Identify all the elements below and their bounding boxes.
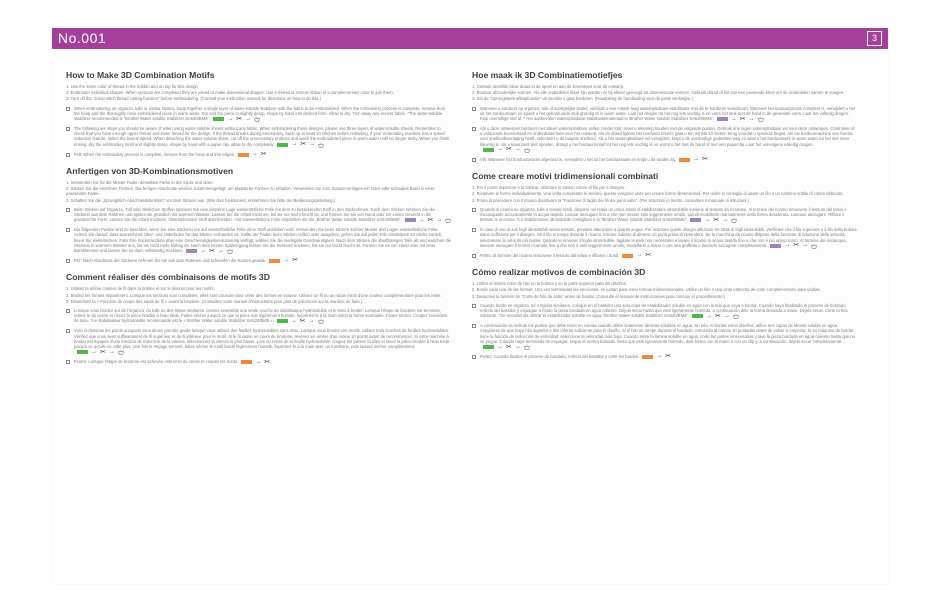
note-item [66, 106, 452, 122]
section-come-creare-motivi-tridimensionali-combi [472, 171, 858, 258]
arrow-right-icon: → [309, 141, 316, 148]
process-icons [483, 147, 530, 153]
water-bowl-icon [254, 116, 260, 122]
water-bowl-icon [731, 217, 737, 223]
note-item [66, 207, 452, 223]
green-fabric-swatch-icon [692, 314, 703, 318]
arrow-right-icon: → [723, 312, 730, 319]
scissors-icon: ✂ [506, 343, 512, 351]
process-icons [717, 116, 764, 122]
scissors-icon: ✂ [715, 312, 721, 320]
note-text: Wanneer u borduurt op organza, tule of soortgelijke textiel, verbindt u een enkele laag wateroplosbare stabilisator met de te borduren textielsoort. Wanneer het borduurproces compleet is, verwijdert u het uit het borduurraam en spoelt u het geborduurde stuk grondig af in warm water. Laat het drogen tot het nog iets vochtig is en vorm het stuk met de hand in de gewenste vorm. Laat het volledig drogen. Knip overtollige stof af. * Het aanbevolen wateroplosbare stabilisatiemateriaal is 'Brother Water soluble Stabilizer SA520/BM5'. [480, 105, 856, 122]
step-item: 1. Utilice el mismo color de hilo en la bobina y en la parte superior para los diseños. [472, 281, 628, 287]
note-item [472, 303, 858, 319]
process-icons [642, 354, 671, 359]
arrow-right-icon: → [290, 317, 297, 324]
section-title: Anfertigen von 3D-Kombinationsmotiven [66, 166, 234, 177]
note-item [66, 152, 452, 157]
note-box-icon [66, 107, 70, 111]
section-title: Hoe maak ik 3D Combinatiemotiefjes [472, 70, 623, 80]
water-bowl-icon [524, 147, 530, 153]
note-text: The following are steps you should be aware of when using water-soluble sheets without any fabric. When embroidering these designs, please use three layers of water-soluble sheets. Remember to check that you have enough upper thread and lower thread for the design. If the thread breaks during embroidery, back up at least 10 stitches before restarting. If your embroidery machine has a speed reduction feature, select the lowest speed. When detaching the water-soluble sheet, cut off the unnecessary portions and wash the embroidered piece in warm water until no longer tacky. When you finish rinsing, dry the embroidery motif and slightly damp, shape by hand with a paper clip, allow to dry completely. [74, 126, 450, 147]
arrow-right-icon: → [217, 247, 224, 254]
arrow-right-icon: → [784, 242, 791, 249]
scissors-icon: ✂ [645, 252, 652, 260]
note-box-icon [472, 254, 476, 258]
step-item: 3. Turn off the "Jump stitch thread cutting function" before embroidering. (Consult your instruction manual for directions on how to do this.) [66, 96, 321, 102]
water-bowl-icon [227, 248, 233, 254]
orange-fabric-swatch-icon [238, 153, 249, 157]
arrow-right-icon: → [251, 151, 258, 158]
process-icons [277, 142, 324, 148]
note-box-icon [472, 158, 476, 162]
note-item [472, 207, 858, 223]
note-box-icon [66, 153, 70, 157]
note-box-icon [472, 127, 476, 131]
arrow-right-icon: → [283, 257, 290, 264]
note-box-icon [66, 208, 70, 212]
orange-fabric-swatch-icon [622, 254, 633, 258]
instruction-sheet [52, 28, 888, 584]
header-bar [52, 28, 888, 49]
step-list [472, 185, 858, 203]
note-item [66, 126, 452, 148]
arrow-right-icon: → [497, 343, 503, 350]
note-text: Cuando borde en organza, tul o tejidos similares, coloque en el bastidor una sola capa de estabilizador soluble en agua con la tela que vaya a bordar. Cuando haya finalizado el proceso de bordado, retírelo del bastidor y enjuague a fondo la pieza bordada en agua caliente. Déjela secar hasta que esté ligeramente húmeda, a continuación dele la forma deseada a mano. Déjela secar. Corte la tela sobrante. *Se recomienda utilizar el estabilizador soluble en agua "Brother Water soluble Stabilizer SA520/BM5". [480, 302, 848, 319]
note-text: Filz: Nach Abschluss der Stickerei nehmen Sie sie aus dem Rahmen und schneiden die Kanten gerade. [74, 258, 267, 264]
process-icons [690, 217, 737, 223]
process-icons [622, 253, 651, 258]
process-icons [770, 243, 817, 249]
process-icons [277, 318, 324, 324]
process-icons [679, 157, 708, 162]
arrow-right-icon: → [91, 348, 97, 355]
note-item [472, 106, 858, 122]
purple-fabric-swatch-icon [717, 117, 728, 121]
arrow-right-icon: → [308, 317, 315, 324]
note-text: Fieltro: Cuando finalice el proceso de bordado, retírelo del bastidor y corte los bordes. [480, 354, 640, 360]
arrow-right-icon: → [704, 216, 711, 223]
scissors-icon: ✂ [300, 141, 307, 149]
process-icons [269, 258, 298, 263]
step-list [472, 84, 858, 102]
note-box-icon [472, 355, 476, 359]
arrow-right-icon: → [255, 358, 262, 365]
section-title: Cómo realizar motivos de combinación 3D [472, 267, 646, 278]
step-item: 3. Zet de "Sprongsteek-afknipfunctie" uit voordat u gaat borduren. (Raadpleeg de handleiding voor de juiste werkwijze.) [472, 96, 693, 102]
note-text: Beim Sticken auf Organza, Tüll oder ähnlichen Stoffen spannen Sie eine einzelne Lage wasserlösliche Folie mit dem zu bestickenden Stoff in den Stickrahmen. Nach dem Sticken nehmen Sie die Stickerei aus dem Rahmen und spülen sie gründlich mit warmem Wasser. Lassen Sie die Arbeit trocknen, bis sie nur leicht feucht ist, und formen Sie sie von Hand oder mit einem Gewicht in die gewünschte Form. Lassen Sie die Arbeit trocknen. Überstehenden Stoff abschneiden. *Als wasserlösliche Folie empfehlen wir die „Brother Water soluble Stabilizer SA520/BM5". [74, 206, 435, 223]
purple-fabric-swatch-icon [770, 244, 781, 248]
note-text: In caso di uso di soli fogli idrosolubili senza tessuto, prestare attenzione a quanto segue. Per ricamare questi disegni utilizzare tre strati di fogli idrosolubili. Verificare che il filo superiore e il filo della bobina siano sufficienti per il disegno. Se il filo si rompe durante il ricamo, tornare indietro di almeno 10 punti prima di riprendere. Se la macchina da ricamo dispone della funzione di riduzione della velocità, selezionare la velocità più bassa. Quando si rimuove il foglio idrosolubile, tagliare le parti non necessarie e lavare il ricamo in acqua tiepida fino a che non è più appiccicoso. Al termine del risciacquo, lasciare asciugare il motivo ricamato fino a che non è solo leggermente umido, modellarlo a mano o con una graffetta e lasciarlo asciugare completamente. [480, 227, 857, 248]
green-fabric-swatch-icon [277, 143, 288, 147]
scissors-icon: ✂ [702, 156, 709, 164]
step-item: 2. Brodez les formes séparément. Lorsque les sections sont complètes, elles sont cousues pour créer des formes en volume. Utilisez un fil ou un ruban étroit d'une couleur complémentaire pour les relier. [66, 292, 442, 298]
orange-fabric-swatch-icon [241, 360, 252, 364]
process-icons [692, 313, 739, 319]
arrow-right-icon: → [656, 353, 663, 360]
design-number: No.001 [58, 30, 107, 46]
process-icons [241, 360, 270, 365]
note-box-icon [66, 329, 70, 333]
note-item [472, 157, 858, 162]
note-item [472, 253, 858, 258]
note-text: Als u deze ontwerpen borduurt met alleen wateroplosbare vellen zonder stof, moet u rekening houden met de volgende punten. Gebruik drie lagen wateroplosbaar vel voor deze ontwerpen. Controleer of u voldoende bovendraad en onderdraad hebt voor het ontwerp. Als de draad tijdens het borduren breekt, gaat u ten minste 10 steken terug voordat u opnieuw begint. Als uw borduurmachine een functie voor snelheidsverlaging heeft, selecteert u de laagste snelheid. Als u het wateroplosbare vel verwijdert, knipt u de overbodige gedeelten weg en wast u het borduurwerk in warm water tot het niet meer kleverig is. Als u klaar bent met spoelen, droogt u het borduurmotief tot het nog iets vochtig is en vormt u het met de hand of met een paperclip. Laat het vervolgens volledig drogen. [480, 126, 855, 147]
arrow-right-icon: → [636, 252, 643, 259]
left-column [66, 70, 452, 374]
note-text: Die folgenden Punkte sind zu beachten, wenn Sie eine Stickerei nur auf wasserlösliche Folie ohne Stoff ansticken wird. Verwenden Sie beim Sticken solcher Muster drei Lagen wasserlösliche Folie. Achten Sie darauf, dass ausreichend Ober- und Unterfaden für das Muster vorhanden ist. Sollte der Faden beim Sticken reißen oder ausgehen, gehen Sie auf jeden Fall mindestens 10 Stiche zurück, bevor Sie weitersticken. Falls Ihre Stickmaschine über eine Geschwindigkeitsreduzierung verfügt, wählen Sie die niedrigste Geschwindigkeit. Nach dem Sticken die überflüssigen Teile ab und waschen die Stickerei in warmem Wasser aus, bis sie nicht mehr klebrig ist. Nach dem letzten Spülvorgang lassen Sie die Stickerei trocknen, bis sie nur leicht feucht ist. Formen Sie es von Hand oder mit einer Büroklammer und lassen Sie es dann vollständig trocknen. [74, 227, 451, 254]
arrow-right-icon: → [108, 348, 115, 355]
green-fabric-swatch-icon [483, 345, 494, 349]
step-item: 2. Borde cada una de las formas. Una vez terminadas las secciones, se juntan para crear formas tridimensionales. Utilice un hilo o una cinta estrecha de color complementario para unirlas. [472, 287, 821, 293]
water-bowl-icon [811, 243, 817, 249]
scissors-icon: ✂ [264, 358, 271, 366]
note-text: A continuación se indican los puntos que debe tener en cuenta cuando utilice solamente láminas solubles en agua, sin tela. Al bordar estos diseños, utilice tres capas de lámina soluble en agua. Asegúrese de que haya hilo superior e hilo inferior suficiente para el diseño. Si el hilo se rompe durante el bordado, retroceda al menos 10 puntadas antes de volver a empezar. Si su máquina de bordar tiene la función de reducción de velocidad, seleccione la velocidad más baja. Cuando retire la lámina soluble en agua, corte las partes innecesarias y lave la pieza bordada en agua caliente hasta que no se pegue. Cuando haya terminado de enjuagar, seque el motivo bordado hasta que esté ligeramente húmedo, dele forma con la mano o con un clip y, a continuación, déjelo secar completamente. [480, 323, 856, 344]
orange-fabric-swatch-icon [642, 355, 653, 359]
section-title: Come creare motivi tridimensionali combinati [472, 171, 659, 182]
step-list [66, 180, 452, 203]
green-fabric-swatch-icon [213, 117, 224, 121]
purple-fabric-swatch-icon [405, 218, 416, 222]
section-anfertigen-von-3d-kombinationsmotiven [66, 166, 452, 263]
note-box-icon [66, 259, 70, 263]
scissors-icon: ✂ [100, 348, 106, 356]
step-list [66, 286, 452, 304]
note-item [66, 308, 452, 324]
arrow-right-icon: → [722, 216, 729, 223]
note-box-icon [66, 360, 70, 364]
note-item [66, 359, 452, 364]
green-fabric-swatch-icon [77, 350, 88, 354]
scissors-icon: ✂ [299, 317, 306, 325]
section-hoe-maak-ik-3d-combinatiemotiefjes [472, 70, 858, 162]
note-text: Voici ci-dessous les points auxquels vous devez prendre garde lorsque vous utilisez des feuilles hydrosolubles sans tissu. Lorsque vous brodez ces motifs, utilisez trois couches de feuilles hydrosolubles. Vérifiez que vous avez suffisamment de fil supérieur et de fil inférieur pour le motif. Si le fil casse en cours de broderie, revenez en arrière d'au moins 10 points avant de recommencer. Si votre machine à broder est équipée d'une fonction de réduction de la vitesse, sélectionnez la vitesse la plus basse. Lors du retrait de la feuille hydrosoluble, coupez les parties inutiles et lavez la pièce brodée à l'eau tiède jusqu'à ce qu'elle ne colle plus. Une fois le rinçage terminé, faites sécher le motif brodé légèrement humide, façonnez-le à la main avec un trombone, puis laissez sécher complètement. [74, 328, 450, 350]
arrow-right-icon: → [730, 115, 737, 122]
note-text: Lorsque vous brodez sur de l'organza, du tulle ou des tissus similaires, cerclez ensemble une seule couche de stabilisateur hydrosoluble et le tissu à broder. Lorsque l'étape de broderie est terminée, retirez-le du cercle et rincez la pièce brodée à l'eau tiède. Faites sécher jusqu'à ce que la pièce soit légèrement humide, façonnez-la à la main selon la forme souhaitée. Faites sécher. Coupez l'excédent de tissu. *Le stabilisateur hydrosoluble recommandé est le « Brother Water soluble Stabilizer SA520/BM5 ». [74, 308, 448, 324]
process-icons [186, 248, 233, 254]
arrow-right-icon: → [706, 312, 713, 319]
section-como-realizar-motivos-de-combinacion-3d [472, 267, 858, 359]
process-icons [483, 344, 530, 350]
note-text: Feutre: Lorsque l'étape de broderie est achevée, retirez-le du cercle et coupez les bords. [74, 359, 239, 365]
note-text: When embroidering on organza, tulle or similar fabrics, hoop together a single layer of water-soluble stabilizer with the fabric to be embroidered. When the embroidery process is complete, remove from the hoop and the thoroughly rinse embroidered piece in warm water. Dry and the piece in slightly damp, shape by hand into desired form. Allow to dry. Trim away any excess fabric. *The water-soluble stabilizer recommended is "Brother Water soluble Stabilizer SA520/BM5". [74, 105, 446, 122]
note-box-icon [66, 127, 70, 131]
scissors-icon: ✂ [739, 115, 746, 123]
note-text: Vilt: Wanneer het borduurproces afgerond is, verwijdert u het uit het borduurraam en knipt u de randen bij. [480, 156, 677, 162]
arrow-right-icon: → [514, 343, 521, 350]
process-icons [77, 349, 124, 355]
process-icons [405, 217, 452, 223]
step-item: 1. Use the same color of thread in the bobbin and on top for this design. [66, 84, 199, 89]
scissors-icon: ✂ [292, 257, 299, 265]
green-fabric-swatch-icon [277, 319, 288, 323]
note-box-icon [66, 309, 70, 313]
water-bowl-icon [733, 313, 739, 319]
section-title: Comment réaliser des combinaisons de motifs 3D [66, 272, 270, 283]
step-item: 2. Borduur afzonderlijke vormen. Als alle onderdelen klaar zijn worden ze bij elkaar gevoegd tot dimensionale vormen. Gebruik draad of lint van een passende kleur om de onderdelen samen te voegen. [472, 90, 845, 96]
arrow-right-icon: → [514, 146, 521, 153]
step-item: 3. Prima di procedere con il ricamo disattivare la "Funzione di taglio dei fili dei punti salto". (Per istruzioni in merito, consultare il manuale di istruzioni.) [472, 197, 749, 203]
scissors-icon: ✂ [506, 146, 512, 154]
scissors-icon: ✂ [793, 242, 800, 250]
note-box-icon [472, 228, 476, 232]
note-item [66, 227, 452, 254]
note-item [66, 258, 452, 263]
arrow-right-icon: → [245, 115, 252, 122]
note-item [472, 323, 858, 350]
note-box-icon [472, 107, 476, 111]
process-icons [213, 116, 260, 122]
water-bowl-icon [524, 344, 530, 350]
scissors-icon: ✂ [208, 247, 215, 255]
section-title: How to Make 3D Combination Motifs [66, 70, 215, 80]
process-icons [238, 152, 267, 157]
purple-fabric-swatch-icon [690, 218, 701, 222]
scissors-icon: ✂ [427, 216, 434, 224]
arrow-right-icon: → [227, 115, 234, 122]
step-item: 3. Desactive la función de "Corte de hilo de salto" antes de bordar. (Consulte el manual de instrucciones para conocer el procedimiento.) [472, 293, 725, 299]
arrow-right-icon: → [291, 141, 298, 148]
scissors-icon: ✂ [713, 216, 720, 224]
step-item: 1. Utilisez la même couleur de fil dans la bobine et sur le dessus pour les motifs. [66, 286, 215, 292]
arrow-right-icon: → [748, 115, 755, 122]
orange-fabric-swatch-icon [269, 259, 280, 263]
page-number: 3 [867, 31, 882, 46]
arrow-right-icon: → [693, 156, 700, 163]
note-item [472, 126, 858, 153]
arrow-right-icon: → [497, 146, 503, 153]
step-item: 3. Désactivez la « Fonction de coupe des sauts de fil » avant la broderie. (Consultez votre manuel d'instructions pour plus de précisions sur la manière de faire.) [66, 298, 363, 304]
step-item: 3. Schalten Sie die „Sprungstich-Abschneidefunktion" vor dem Sticken aus. (Wie dies funktioniert, entnehmen Sie bitte der Bedienungsanleitung.) [66, 197, 336, 203]
step-item: 1. Verwenden Sie für die Muster Faden derselben Farbe in der Spule und oben. [66, 180, 214, 186]
water-bowl-icon [758, 116, 764, 122]
green-fabric-swatch-icon [483, 148, 494, 152]
orange-fabric-swatch-icon [679, 158, 690, 162]
water-bowl-icon [318, 142, 324, 148]
note-item [472, 354, 858, 359]
section-comment-realiser-des-combinaisons-de-mot [66, 272, 452, 364]
water-bowl-icon [445, 217, 451, 223]
step-item: 1. Per il punto superiore e la bobina, utilizzare lo stesso colore di filo per il disegno. [472, 185, 626, 191]
arrow-right-icon: → [199, 247, 206, 254]
step-list [66, 84, 452, 102]
step-item: 2. Sticken Sie die einzelnen Formen. Die fertigen Abschnitte werden zusammengefügt, um plastische Formen zu erhalten. Verwenden Sie zum Zusammenfügen ein Garn oder schmales Band in einer passenden Farbe. [66, 186, 435, 197]
scissors-icon: ✂ [260, 151, 267, 159]
note-box-icon [472, 304, 476, 308]
step-item: 1. Gebruik dezelfde kleur draad in de spoel en aan de bovenkant voor dit ontwerp. [472, 84, 625, 89]
scissors-icon: ✂ [665, 353, 672, 361]
step-list [472, 281, 858, 299]
step-item: 2. Ricamare le forme individualmente. Una volta completate le sezioni, queste vengono unite per creare forme dimensionali. Per unirle si consiglia di usare un filo o un nastrino sottile di colore abbinato. [472, 191, 844, 197]
water-bowl-icon [318, 318, 324, 324]
purple-fabric-swatch-icon [186, 249, 197, 253]
note-box-icon [472, 324, 476, 328]
note-item [472, 227, 858, 249]
note-box-icon [66, 228, 70, 232]
right-column [472, 70, 858, 368]
scissors-icon: ✂ [236, 115, 243, 123]
note-item [66, 328, 452, 355]
water-bowl-icon [118, 349, 124, 355]
section-how-to-make-3d-combination-motifs [66, 70, 452, 157]
note-box-icon [472, 208, 476, 212]
note-text: Feltro: al termine del ricamo rimuovere il tessuto dal telaio e rifilarne i bordi. [480, 252, 620, 258]
arrow-right-icon: → [418, 216, 425, 223]
step-item: 2. Embroider individual shapes. When sections are completed they are joined to make dimensional shapes. Use a thread or narrow ribbon of a complementary color to join them. [66, 90, 394, 96]
arrow-right-icon: → [436, 216, 443, 223]
note-text: Quando si ricama su organza, tulle o tessuti simili, disporre nel telaio un unico strato di stabilizzatore idrosolubile insieme al tessuto da ricamare. Al termine del ricamo rimuovere il tessuto dal telaio e risciacquarlo accuratamente in acqua tiepida. Lasciar asciugare fino a che non rimane solo leggermente umido, quindi modellarlo manualmente nella forma desiderata. Lasciare asciugare. Rifilare il tessuto in eccesso. *Lo stabilizzatore idrosolubile consigliato è lo "Brother Water soluble Stabilizer SA520/BM5". [480, 206, 847, 223]
note-text: Felt: When the embroidery process is complete, remove from the hoop and trim edges. [74, 151, 235, 157]
arrow-right-icon: → [802, 242, 809, 249]
